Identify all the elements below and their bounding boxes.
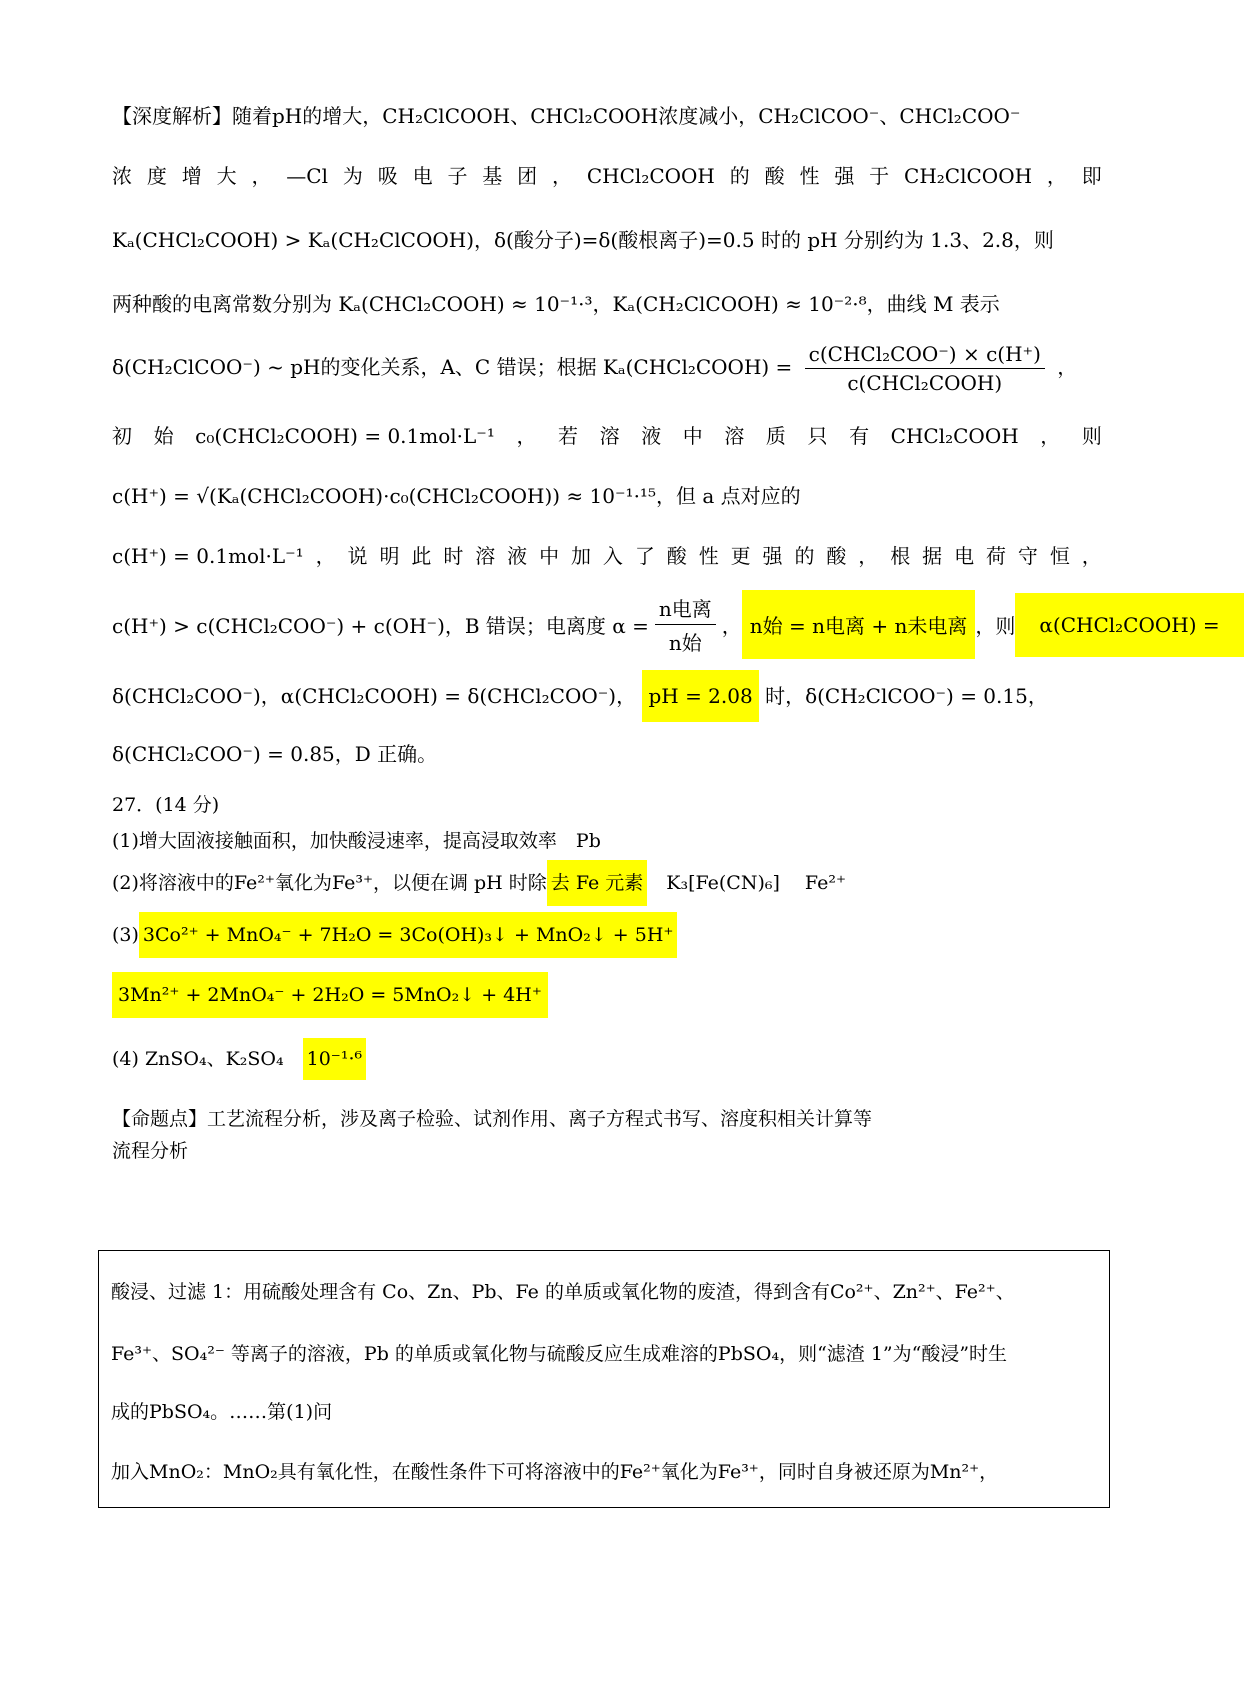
text-token: ， xyxy=(552,164,573,188)
text-token: ， xyxy=(858,544,879,568)
text-token: 恒 xyxy=(1049,544,1070,568)
text-token: 增 xyxy=(181,164,202,188)
alpha-denominator: n始 xyxy=(668,631,702,655)
ka-expression: δ(CH₂ClCOO⁻) ~ pH的变化关系，A、C 错误；根据 Kₐ(CHCl₂COOH) = xyxy=(112,355,793,379)
q27-answer-2 xyxy=(112,868,1102,895)
text-token: 说 xyxy=(347,544,368,568)
analysis-line-10 xyxy=(112,680,1102,709)
text-token: 大 xyxy=(216,164,237,188)
q27-answer-4 xyxy=(112,1044,1102,1071)
text-token: 吸 xyxy=(377,164,398,188)
comma: ， xyxy=(721,614,742,638)
analysis-line-11: δ(CHCl₂COO⁻) = 0.85，D 正确。 xyxy=(112,742,438,766)
text-token: 入 xyxy=(602,544,623,568)
text-token: 酸 xyxy=(764,164,785,188)
text-token: 只 xyxy=(807,424,828,448)
analysis-line-1: 【深度解析】随着pH的增大，CH₂ClCOOH、CHCl₂COOH浓度减小，CH₂ClCOO⁻、CHCl₂COO⁻ xyxy=(112,104,1021,128)
text-token: ， xyxy=(1046,164,1067,188)
text-token: CHCl₂COOH xyxy=(586,164,715,188)
text-token: 基 xyxy=(482,164,503,188)
box-line-4: 加入MnO₂：MnO₂具有氧化性，在酸性条件下可将溶液中的Fe²⁺氧化为Fe³⁺，同时自身被还原为Mn²⁺， xyxy=(111,1461,999,1483)
text-token: 时 xyxy=(443,544,464,568)
text-token: 始 xyxy=(153,424,174,448)
analysis-line-9 xyxy=(112,590,1220,659)
text-token: 根 xyxy=(890,544,911,568)
highlight-ksp: 10⁻¹·⁶ xyxy=(303,1038,366,1080)
q27-header: 27．(14 分) xyxy=(112,794,220,816)
highlight-fe: 去 Fe 元素 xyxy=(547,860,647,906)
text-token: ， xyxy=(1081,544,1102,568)
answer-4-text: (4) ZnSO₄、K₂SO₄ xyxy=(112,1048,303,1070)
flow-analysis-box xyxy=(98,1250,1110,1508)
q27-answer-3 xyxy=(112,924,1102,946)
text-token: 中 xyxy=(682,424,703,448)
text-token: 的 xyxy=(729,164,750,188)
text-token: 守 xyxy=(1017,544,1038,568)
answer-2-reagent: K₃[Fe(CN)₆] Fe²⁺ xyxy=(647,872,846,894)
text-token: CHCl₂COOH xyxy=(890,424,1019,448)
highlight-ph: pH = 2.08 xyxy=(642,670,758,722)
highlight-n-total: n始 = n电离 + n未电离 xyxy=(742,590,976,659)
text-token: 酸 xyxy=(826,544,847,568)
text-token: 强 xyxy=(762,544,783,568)
text-token: 液 xyxy=(641,424,662,448)
analysis-line-7: c(H⁺) = √(Kₐ(CHCl₂COOH)·c₀(CHCl₂COOH)) ≈ 10⁻¹·¹⁵，但 a 点对应的 xyxy=(112,484,801,508)
then-text: ，则 xyxy=(975,614,1016,638)
text-token: 的 xyxy=(794,544,815,568)
alpha-fraction xyxy=(655,593,716,656)
text-token: 加 xyxy=(571,544,591,568)
text-token: 溶 xyxy=(475,544,496,568)
text-token: 溶 xyxy=(599,424,620,448)
analysis-line-6 xyxy=(112,420,1102,449)
text-token: 团 xyxy=(517,164,538,188)
analysis-line-3: Kₐ(CHCl₂COOH) > Kₐ(CH₂ClCOOH)，δ(酸分子)=δ(酸根离子)=0.5 时的 pH 分别约为 1.3、2.8，则 xyxy=(112,228,1054,252)
text-token: 为 xyxy=(342,164,363,188)
text-token: 中 xyxy=(539,544,560,568)
ionization-text: c(H⁺) > c(CHCl₂COO⁻) + c(OH⁻)，B 错误；电离度 α = xyxy=(112,614,649,638)
text-token: —Cl xyxy=(286,164,328,188)
text-token: ， xyxy=(315,544,336,568)
mingti-line: 【命题点】工艺流程分析，涉及离子检验、试剂作用、离子方程式书写、溶度积相关计算等 xyxy=(112,1108,873,1130)
text-token: c₀(CHCl₂COOH) = 0.1mol·L⁻¹ xyxy=(195,424,495,448)
flow-analysis-title: 流程分析 xyxy=(112,1140,189,1162)
text-token: 据 xyxy=(922,544,943,568)
delta-text: δ(CHCl₂COO⁻)，α(CHCl₂COOH) = δ(CHCl₂COO⁻)， xyxy=(112,684,637,708)
box-line-1: 酸浸、过滤 1：用硫酸处理含有 Co、Zn、Pb、Fe 的单质或氧化物的废渣，得到含有Co²⁺、Zn²⁺、Fe²⁺、 xyxy=(111,1281,1015,1303)
text-token: 电 xyxy=(954,544,975,568)
answer-3-label: (3) xyxy=(112,924,139,946)
analysis-line-8 xyxy=(112,540,1102,569)
text-token: 强 xyxy=(834,164,855,188)
text-token: 性 xyxy=(698,544,719,568)
text-token: 电 xyxy=(412,164,433,188)
text-token: 子 xyxy=(447,164,468,188)
text-token: 液 xyxy=(507,544,528,568)
text-token: 更 xyxy=(730,544,751,568)
text-token: 则 xyxy=(1081,424,1102,448)
text-token: 质 xyxy=(765,424,786,448)
text-token: 度 xyxy=(146,164,167,188)
comma: ， xyxy=(1057,355,1078,379)
text-token: CH₂ClCOOH xyxy=(904,164,1033,188)
text-token: 初 xyxy=(112,424,132,448)
delta-result: 时，δ(CH₂ClCOO⁻) = 0.15， xyxy=(765,684,1048,708)
ka-denominator: c(CHCl₂COOH) xyxy=(847,371,1003,395)
text-token: 于 xyxy=(869,164,890,188)
text-token: ， xyxy=(251,164,272,188)
answer-2-text: (2)将溶液中的Fe²⁺氧化为Fe³⁺，以便在调 pH 时除 xyxy=(112,872,547,894)
ka-numerator: c(CHCl₂COO⁻) × c(H⁺) xyxy=(805,342,1045,369)
analysis-line-2 xyxy=(112,160,1102,189)
q27-answer-1: (1)增大固液接触面积，加快酸浸速率，提高浸取效率 Pb xyxy=(112,830,601,852)
text-token: ， xyxy=(516,424,537,448)
box-line-3: 成的PbSO₄。……第(1)问 xyxy=(111,1401,333,1423)
highlight-equation-1: 3Co²⁺ + MnO₄⁻ + 7H₂O = 3Co(OH)₃↓ + MnO₂↓ + 5H⁺ xyxy=(139,912,678,958)
text-token: 性 xyxy=(799,164,820,188)
highlight-alpha: α(CHCl₂COOH) = xyxy=(1015,593,1243,657)
text-token: c(H⁺) = 0.1mol·L⁻¹ xyxy=(112,544,304,568)
text-token: 荷 xyxy=(985,544,1006,568)
text-token: 浓 xyxy=(112,164,132,188)
box-line-2: Fe³⁺、SO₄²⁻ 等离子的溶液，Pb 的单质或氧化物与硫酸反应生成难溶的PbSO₄，则“滤渣 1”为“酸浸”时生 xyxy=(111,1343,1008,1365)
alpha-numerator: n电离 xyxy=(655,593,716,625)
ka-fraction xyxy=(805,342,1045,395)
q27-answer-3b xyxy=(112,984,1102,1006)
text-token: 即 xyxy=(1081,164,1102,188)
highlight-equation-2: 3Mn²⁺ + 2MnO₄⁻ + 2H₂O = 5MnO₂↓ + 4H⁺ xyxy=(112,972,548,1018)
text-token: 若 xyxy=(558,424,579,448)
text-token: 此 xyxy=(411,544,432,568)
text-token: 溶 xyxy=(724,424,745,448)
analysis-line-4: 两种酸的电离常数分别为 Kₐ(CHCl₂COOH) ≈ 10⁻¹·³，Kₐ(CH₂ClCOOH) ≈ 10⁻²·⁸，曲线 M 表示 xyxy=(112,292,1000,316)
text-token: 有 xyxy=(849,424,870,448)
text-token: 明 xyxy=(379,544,400,568)
text-token: 了 xyxy=(634,544,655,568)
text-token: ， xyxy=(1040,424,1061,448)
analysis-line-5 xyxy=(112,342,1102,395)
text-token: 酸 xyxy=(666,544,687,568)
